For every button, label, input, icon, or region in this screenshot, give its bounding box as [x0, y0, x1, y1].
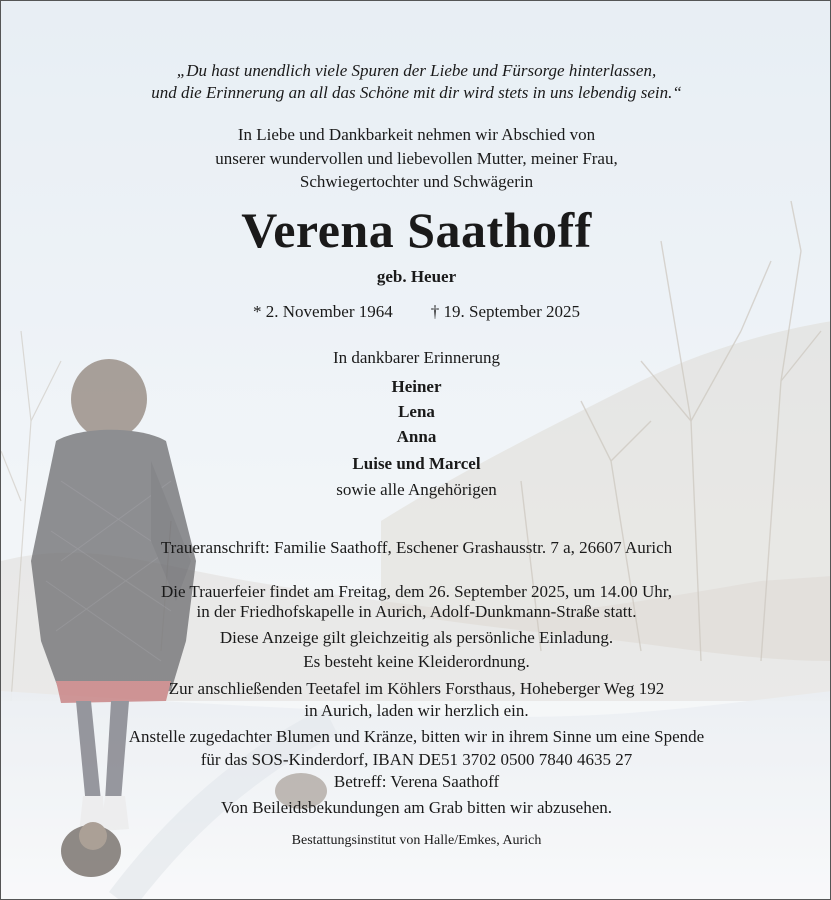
mourning-address: Traueranschrift: Familie Saathoff, Eschener Grashausstr. 7 a, 26607 Aurich [160, 538, 673, 557]
ceremony-line: in Aurich, laden wir herzlich ein. [304, 701, 529, 720]
ceremony-line: Die Trauerfeier findet am Freitag, dem 26. September 2025, um 14.00 Uhr, [160, 582, 673, 601]
ceremony-line: in der Friedhofskapelle in Aurich, Adolf-Dunkmann-Straße statt. [196, 602, 637, 621]
deceased-name: Verena Saathoff [241, 202, 592, 258]
intro-line-3: Schwiegertochter und Schwägerin [299, 172, 534, 191]
ceremony-line: Zur anschließenden Teetafel im Köhlers Forsthaus, Hoheberger Weg 192 [168, 679, 665, 698]
mourner-name: Luise und Marcel [352, 454, 481, 473]
intro-line-1: In Liebe und Dankbarkeit nehmen wir Abschied von [237, 125, 596, 144]
ceremony-line: Es besteht keine Kleiderordnung. [303, 652, 530, 671]
ceremony-line: Anstelle zugedachter Blumen und Kränze, bitten wir in ihrem Sinne um eine Spende [128, 727, 705, 746]
mourner-name: Lena [398, 402, 435, 421]
ceremony-line: Von Beileidsbekundungen am Grab bitten wir abzusehen. [220, 798, 613, 817]
quote-line-1: „Du hast unendlich viele Spuren der Liebe und Fürsorge hinterlassen, [176, 61, 657, 80]
mourners-others: sowie alle Angehörigen [336, 480, 497, 499]
mourner-name: Heiner [391, 377, 442, 396]
ceremony-line: für das SOS-Kinderdorf, IBAN DE51 3702 0500 7840 4635 27 [200, 750, 633, 769]
birth-name: geb. Heuer [376, 267, 457, 286]
intro-line-2: unserer wundervollen und liebevollen Mutter, meiner Frau, [215, 149, 618, 168]
ceremony-line: Betreff: Verena Saathoff [333, 772, 500, 791]
mourner-name: Anna [396, 427, 437, 446]
quote-line-2: und die Erinnerung an all das Schöne mit dir wird stets in uns lebendig sein.“ [151, 83, 682, 102]
life-dates [1, 302, 831, 322]
ceremony-line: Diese Anzeige gilt gleichzeitig als persönliche Einladung. [219, 628, 614, 647]
death-date: † 19. September 2025 [430, 302, 580, 321]
mourners-heading: In dankbarer Erinnerung [332, 348, 501, 367]
undertaker: Bestattungsinstitut von Halle/Emkes, Aurich [291, 833, 542, 848]
birth-date: * 2. November 1964 [253, 302, 393, 321]
